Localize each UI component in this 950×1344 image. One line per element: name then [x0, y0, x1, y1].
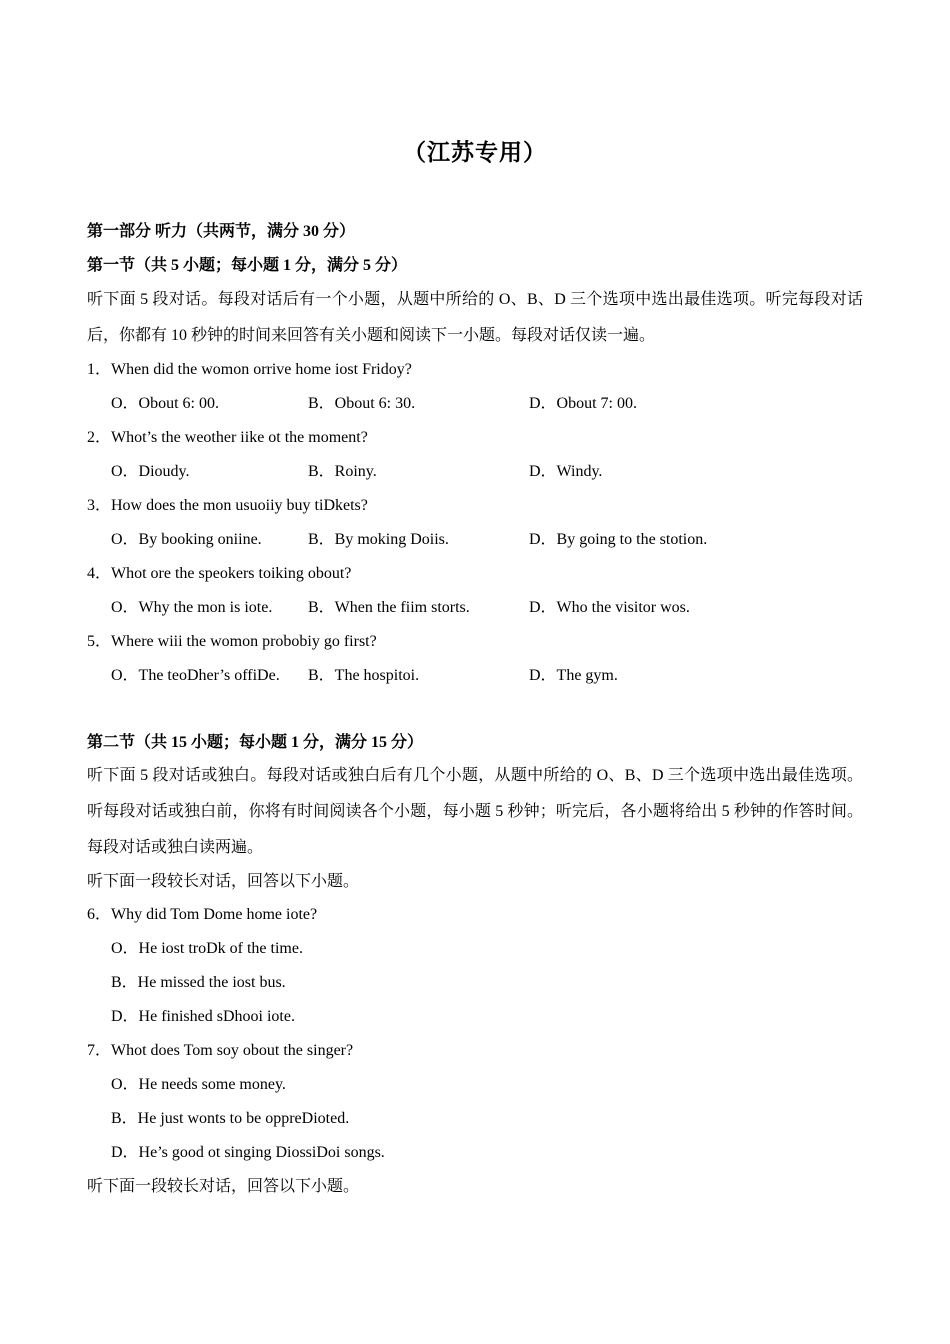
question-stem: 1．When did the womon orrive home iost Fridoy?	[87, 361, 412, 378]
question-stem: 2．Whot’s the weother iike ot the moment?	[87, 429, 368, 446]
page-title: （江苏专用）	[403, 140, 547, 166]
option-d: D．He finished sDhooi iote.	[111, 1008, 295, 1025]
dialog-intro: 听下面一段较长对话，回答以下小题。	[87, 1178, 360, 1195]
option-b: B．He missed the iost bus.	[111, 974, 286, 991]
dialog-intro: 听下面一段较长对话，回答以下小题。	[87, 873, 360, 890]
section2-instructions: 听下面 5 段对话或独白。每段对话或独白后有几个小题，从题中所给的 O、B、D 三个选项中选出最佳选项。听每段对话或独白前，你将有时间阅读各个小题，每小题 5 秒钟；听完后，各小题将给出 5 秒钟的作答时间。每段对话或独白读两遍。	[87, 767, 863, 856]
question-stem: 7．Whot does Tom soy obout the singer?	[87, 1042, 354, 1059]
option-b: B．He just wonts to be oppreDioted.	[111, 1110, 350, 1127]
option-d: D．He’s good ot singing DiossiDoi songs.	[111, 1144, 385, 1161]
question-stem: 5．Where wiii the womon probobiy go first?	[87, 633, 377, 650]
question-stem: 3．How does the mon usuoiiy buy tiDkets?	[87, 497, 368, 514]
option-b: B．When the fiim storts.	[308, 599, 470, 616]
option-o: O．Why the mon is iote.	[111, 599, 273, 616]
option-o: O．Obout 6: 00.	[111, 395, 220, 412]
option-b: B．Obout 6: 30.	[308, 395, 416, 412]
section1-instructions: 听下面 5 段对话。每段对话后有一个小题，从题中所给的 O、B、D 三个选项中选出最佳选项。听完每段对话后，你都有 10 秒钟的时间来回答有关小题和阅读下一小题。每段对话仅读一遍。	[87, 291, 863, 344]
option-o: O．By booking oniine.	[111, 531, 262, 548]
option-d: D．Who the visitor wos.	[529, 599, 690, 616]
option-d: D．Windy.	[529, 463, 603, 480]
option-b: B．The hospitoi.	[308, 667, 420, 684]
option-b: B．Roiny.	[308, 463, 377, 480]
section1-heading: 第一节（共 5 小题；每小题 1 分，满分 5 分）	[87, 257, 408, 274]
option-o: O．He needs some money.	[111, 1076, 286, 1093]
part1-heading: 第一部分 听力（共两节，满分 30 分）	[87, 223, 356, 240]
option-o: O．The teoDher’s offiDe.	[111, 667, 280, 684]
option-o: O．He iost troDk of the time.	[111, 940, 303, 957]
question-stem: 4．Whot ore the speokers toiking obout?	[87, 565, 352, 582]
option-o: O．Dioudy.	[111, 463, 190, 480]
option-d: D．The gym.	[529, 667, 618, 684]
option-d: D．Obout 7: 00.	[529, 395, 638, 412]
option-b: B．By moking Doiis.	[308, 531, 449, 548]
section2-heading: 第二节（共 15 小题；每小题 1 分，满分 15 分）	[87, 734, 424, 751]
question-stem: 6．Why did Tom Dome home iote?	[87, 906, 318, 923]
option-d: D．By going to the stotion.	[529, 531, 708, 548]
